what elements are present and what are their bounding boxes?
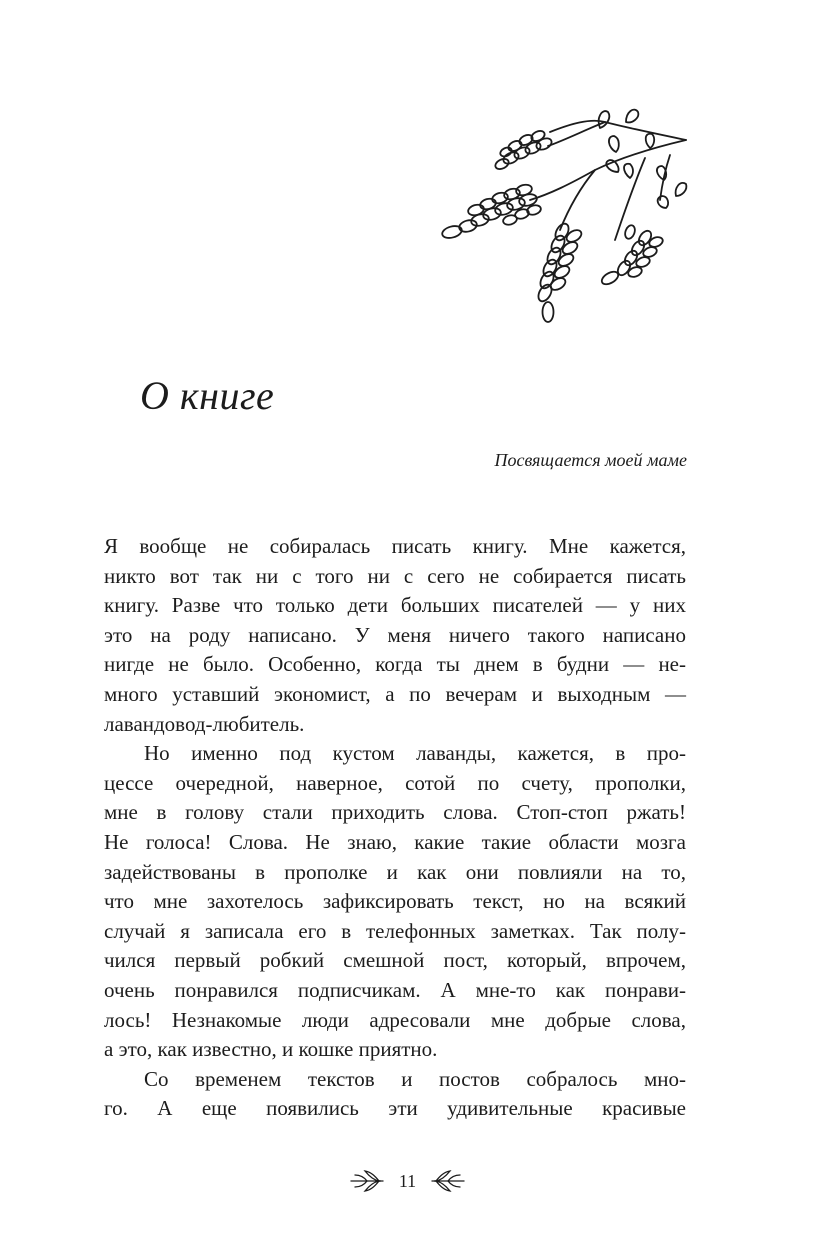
text-line: Но именно под кустом лаванды, кажется, в про- (144, 741, 686, 766)
chapter-body (104, 532, 686, 1124)
paragraph (104, 739, 686, 1065)
text-line: лось! Незнакомые люди адресовали мне добрые слова, (104, 1007, 686, 1032)
text-line: нигде не было. Особенно, когда ты днем в будни — не- (104, 652, 686, 677)
paragraph (104, 532, 686, 739)
text-line: книгу. Разве что только дети больших писателей — у них (104, 593, 686, 618)
paragraph (104, 1065, 686, 1124)
text-line: Со временем текстов и постов собралось мно- (144, 1066, 686, 1091)
text-line: очень понравился подписчикам. А мне-то как понрави- (104, 977, 686, 1002)
text-line: что мне захотелось зафиксировать текст, но на всякий (104, 889, 686, 914)
text-line: цессе очередной, наверное, сотой по счету, прополки, (104, 770, 686, 795)
text-line: го. А еще появились эти удивительные красивые (104, 1096, 686, 1121)
text-line: задействованы в прополке и как они повлияли на то, (104, 859, 686, 884)
text-line: случай я записала его в телефонных заметках. Так полу- (104, 918, 686, 943)
text-line: это на роду написано. У меня ничего такого написано (104, 622, 686, 647)
page-number: 11 (398, 1170, 417, 1191)
page-footer (0, 1166, 815, 1196)
text-line: мне в голову стали приходить слова. Стоп-стоп ржать! (104, 800, 686, 825)
text-line: а это, как известно, и кошке приятно. (104, 1037, 438, 1062)
text-line: никто вот так ни с того ни с сего не собирается писать (104, 563, 686, 588)
text-line: лавандовод-любитель. (104, 711, 305, 736)
text-line: чился первый робкий смешной пост, который, впрочем, (104, 948, 686, 973)
text-line: Я вообще не собиралась писать книгу. Мне кажется, (104, 534, 686, 558)
text-line: Не голоса! Слова. Не знаю, какие такие области мозга (104, 829, 686, 854)
text-line: много уставший экономист, а по вечерам и выходным — (104, 681, 686, 706)
chapter-title: О книге (140, 373, 275, 418)
leaf-sprig-icon (430, 1168, 466, 1194)
leaf-sprig-icon (349, 1168, 385, 1194)
lavender-sprig-icon (430, 100, 700, 330)
dedication: Посвящается моей маме (494, 450, 687, 470)
